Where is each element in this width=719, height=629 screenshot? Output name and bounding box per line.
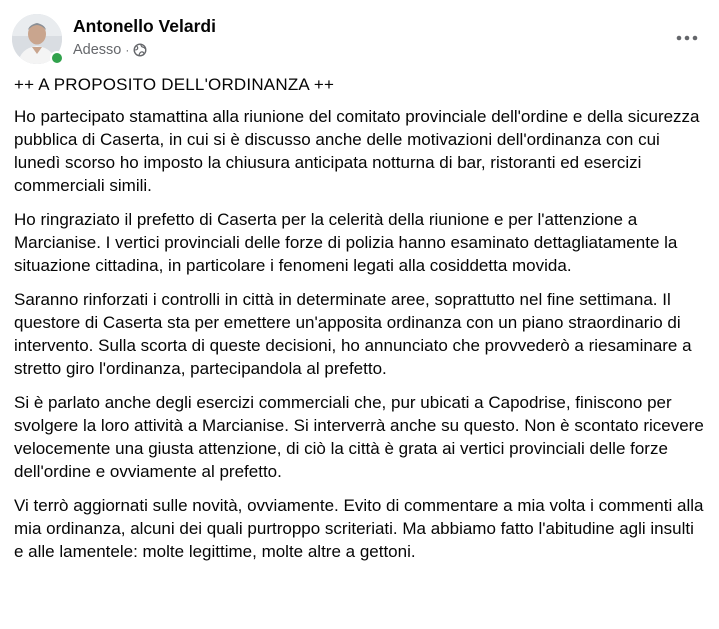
online-status-dot [50,51,64,65]
meta-separator: · [125,43,130,57]
post-paragraph: Ho ringraziato il prefetto di Caserta per la celerità della riunione e per l'attenzione a Marcianise. I vertici provinciali delle forze di polizia hanno esaminato dettagliatamente la situazione cittadina, in particolare i fenomeni legati alla cosiddetta movida. [14,210,678,275]
post-meta [73,42,147,58]
author-name[interactable]: Antonello Velardi [73,16,216,36]
post-text [14,73,708,574]
post-header [12,14,707,66]
more-horizontal-icon [676,35,698,41]
globe-icon[interactable] [133,43,147,57]
author-avatar[interactable] [12,14,62,64]
post-title: ++ A PROPOSITO DELL'ORDINANZA ++ [14,75,335,94]
post-paragraph: Vi terrò aggiornati sulle novità, ovviamente. Evito di commentare a mia volta i commenti alla mia ordinanza, alcuni dei quali purtroppo scriteriati. Ma abbiamo fatto l'abitudine agli insulti e alle lamentele: molte legittime, molte altre a gettoni. [14,496,704,561]
post-paragraph: Si è parlato anche degli esercizi commerciali che, pur ubicati a Capodrise, finiscono per svolgere la loro attività a Marcianise. Si interverrà anche su questo. Non è scontato ricevere velocemente una giusta attenzione, di ciò la città è grata ai vertici provinciali delle forze dell'ordine e ovviamente al prefetto. [14,393,704,481]
post-paragraph: Saranno rinforzati i controlli in città in determinate aree, soprattutto nel fine settimana. Il questore di Caserta sta per emettere un'apposita ordinanza con un piano straordinario di intervento. Sulla scorta di queste decisioni, ho annunciato che provvederò a riesaminare a stretto giro l'ordinanza, partecipandola al prefetto. [14,290,692,378]
post-timestamp[interactable]: Adesso [73,42,122,58]
post-paragraph: Ho partecipato stamattina alla riunione del comitato provinciale dell'ordine e della sicurezza pubblica di Caserta, in cui si è discusso anche delle motivazioni dell'ordinanza con cui lunedì scorso ho imposto la chiusura anticipata notturna di bar, ristoranti ed esercizi commerciali simili. [14,107,700,195]
more-options-button[interactable] [669,20,705,56]
